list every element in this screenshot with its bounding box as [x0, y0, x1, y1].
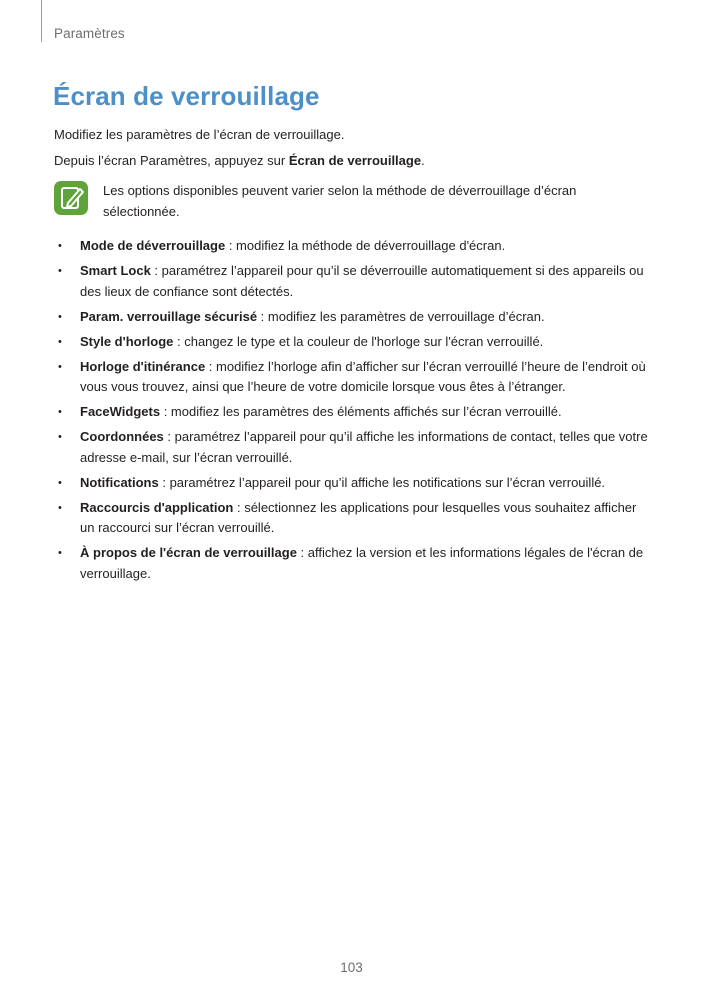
feature-term: Notifications — [80, 474, 159, 490]
feature-description: : modifiez l’horloge afin d’afficher sur l’écran verrouillé l’heure de l’endroit où vous vous trouvez, ainsi que l’heure de votre domicile lorsque vous êtes à l’étranger. — [80, 358, 646, 394]
bullet-icon: • — [58, 547, 62, 559]
instruction-prefix: Depuis l’écran Paramètres, appuyez sur — [54, 153, 289, 168]
list-item — [56, 236, 648, 257]
note-pencil-icon — [54, 181, 88, 215]
feature-description: : modifiez la méthode de déverrouillage d'écran. — [225, 238, 506, 253]
instruction-target: Écran de verrouillage — [288, 153, 422, 168]
list-item — [56, 357, 648, 398]
instruction-text — [54, 152, 425, 170]
list-item — [56, 307, 648, 328]
feature-term: Horloge d'itinérance — [80, 358, 206, 374]
bullet-icon: • — [58, 406, 62, 418]
instruction-suffix: . — [421, 153, 425, 168]
list-item — [56, 543, 648, 584]
bullet-icon: • — [58, 240, 62, 252]
list-item — [56, 261, 648, 302]
list-item — [56, 498, 648, 539]
feature-description: : modifiez les paramètres de verrouillage d’écran. — [257, 308, 545, 324]
bullet-icon: • — [58, 265, 62, 277]
feature-list — [56, 236, 648, 589]
list-item — [56, 427, 648, 468]
intro-text: Modifiez les paramètres de l’écran de verrouillage. — [54, 127, 345, 142]
feature-term: Raccourcis d'application — [80, 499, 234, 515]
feature-description: : sélectionnez les applications pour lesquelles vous souhaitez afficher un raccourci sur l’écran verrouillé. — [80, 499, 637, 535]
feature-description: : paramétrez l’appareil pour qu’il se déverrouille automatiquement si des appareils ou des lieux de confiance sont détectés. — [80, 263, 644, 299]
bullet-icon: • — [58, 476, 62, 489]
feature-term: Mode de déverrouillage — [80, 238, 226, 253]
feature-term: Coordonnées — [80, 429, 164, 444]
page-number: 103 — [340, 960, 363, 975]
list-item — [56, 332, 648, 353]
feature-term: FaceWidgets — [80, 404, 161, 419]
feature-description: : paramétrez l’appareil pour qu’il affiche les notifications sur l’écran verrouillé. — [158, 474, 606, 490]
bullet-icon: • — [58, 431, 62, 443]
feature-description: : changez le type et la couleur de l'horloge sur l'écran verrouillé. — [173, 333, 544, 349]
list-item — [56, 473, 648, 494]
feature-description: : modifiez les paramètres des éléments affichés sur l’écran verrouillé. — [160, 404, 562, 419]
list-item — [56, 402, 648, 423]
bullet-icon: • — [58, 360, 62, 373]
feature-term: À propos de l'écran de verrouillage — [80, 545, 297, 560]
bullet-icon: • — [58, 310, 62, 323]
feature-description: : paramétrez l’appareil pour qu’il affiche les informations de contact, telles que votre adresse e-mail, sur l’écran verrouillé. — [80, 429, 648, 465]
bullet-icon: • — [58, 335, 62, 348]
feature-term: Style d'horloge — [80, 333, 174, 349]
feature-term: Smart Lock — [80, 263, 151, 278]
header-divider — [41, 0, 42, 42]
note-text: Les options disponibles peuvent varier selon la méthode de déverrouillage d’écran sélectionnée. — [103, 183, 577, 219]
page-title: Écran de verrouillage — [53, 81, 320, 111]
feature-description: : affichez la version et les informations légales de l'écran de verrouillage. — [80, 545, 644, 581]
bullet-icon: • — [58, 501, 62, 514]
feature-term: Param. verrouillage sécurisé — [80, 308, 258, 324]
section-label: Paramètres — [54, 26, 125, 41]
